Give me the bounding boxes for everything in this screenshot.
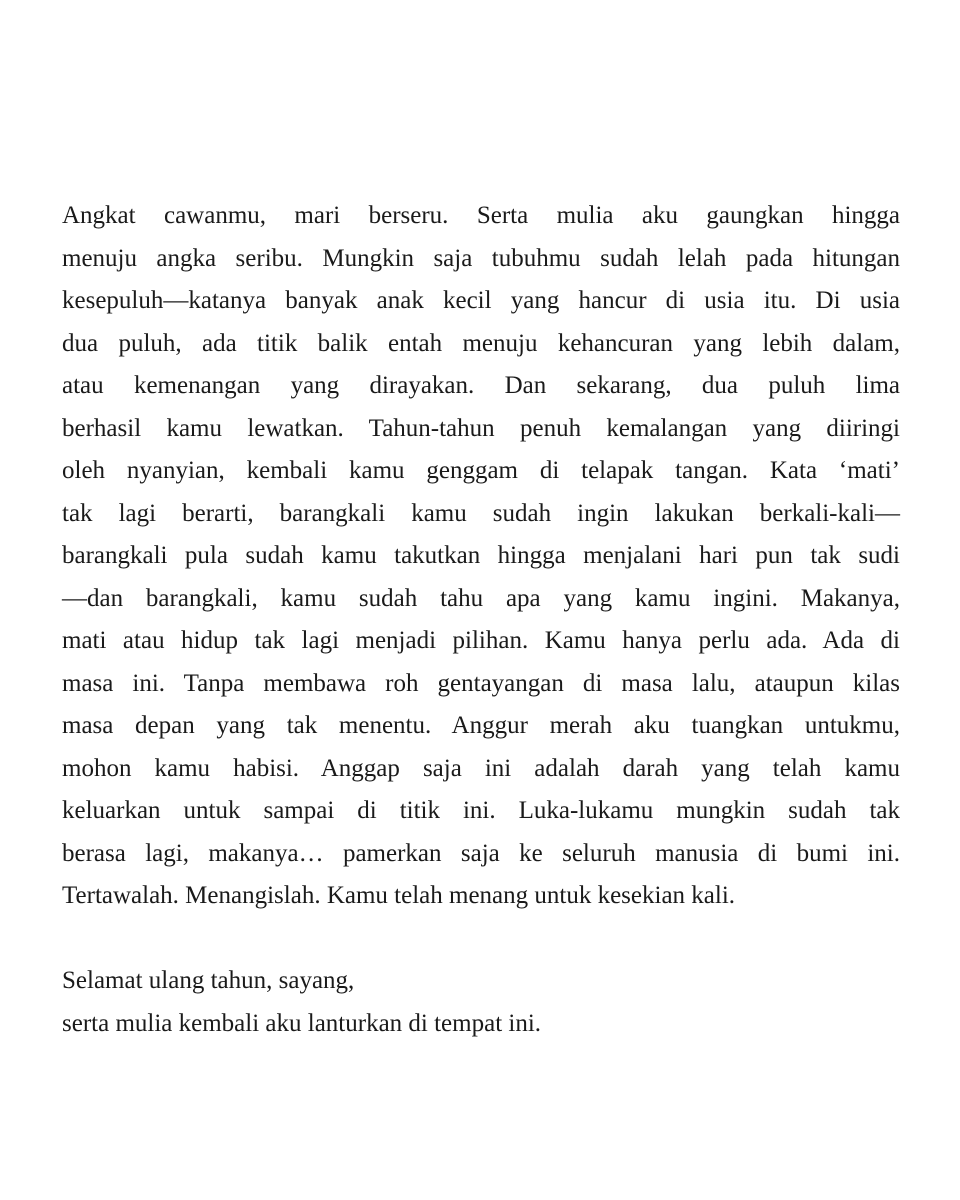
paragraph-line: oleh nyanyian, kembali kamu genggam di telapak tangan. Kata ‘mati’ [62, 457, 900, 484]
paragraph-line: Tertawalah. Menangislah. Kamu telah menang untuk kesekian kali. [62, 882, 736, 909]
paragraph-line: mati atau hidup tak lagi menjadi pilihan. Kamu hanya perlu ada. Ada di [62, 627, 900, 654]
paragraph-line: —dan barangkali, kamu sudah tahu apa yang kamu ingini. Makanya, [62, 584, 900, 612]
paragraph-line: mohon kamu habisi. Anggap saja ini adalah darah yang telah kamu [62, 754, 900, 782]
closing-block [62, 960, 900, 1045]
paragraph-line: Angkat cawanmu, mari berseru. Serta mulia aku gaungkan hingga [62, 202, 900, 229]
paragraph-line: barangkali pula sudah kamu takutkan hingga menjalani hari pun tak sudi [62, 542, 900, 569]
paragraph-line: berhasil kamu lewatkan. Tahun-tahun penuh kemalangan yang diiringi [62, 414, 900, 442]
closing-line-1: Selamat ulang tahun, sayang, [62, 967, 355, 994]
paragraph-line: atau kemenangan yang dirayakan. Dan sekarang, dua puluh lima [62, 372, 900, 399]
letter-page [62, 195, 900, 1045]
body-paragraph [62, 195, 900, 918]
paragraph-line: keluarkan untuk sampai di titik ini. Luka-lukamu mungkin sudah tak [62, 797, 900, 824]
paragraph-line: masa ini. Tanpa membawa roh gentayangan di masa lalu, ataupun kilas [62, 669, 900, 697]
paragraph-line: masa depan yang tak menentu. Anggur merah aku tuangkan untukmu, [62, 712, 900, 739]
paragraph-line: berasa lagi, makanya… pamerkan saja ke seluruh manusia di bumi ini. [62, 839, 900, 867]
closing-line-2: serta mulia kembali aku lanturkan di tempat ini. [62, 1009, 542, 1037]
paragraph-line: menuju angka seribu. Mungkin saja tubuhmu sudah lelah pada hitungan [62, 244, 900, 272]
paragraph-gap [62, 918, 900, 961]
paragraph-line: kesepuluh—katanya banyak anak kecil yang hancur di usia itu. Di usia [62, 287, 900, 314]
paragraph-line: tak lagi berarti, barangkali kamu sudah ingin lakukan berkali-kali— [62, 499, 900, 527]
paragraph-line: dua puluh, ada titik balik entah menuju kehancuran yang lebih dalam, [62, 329, 900, 357]
